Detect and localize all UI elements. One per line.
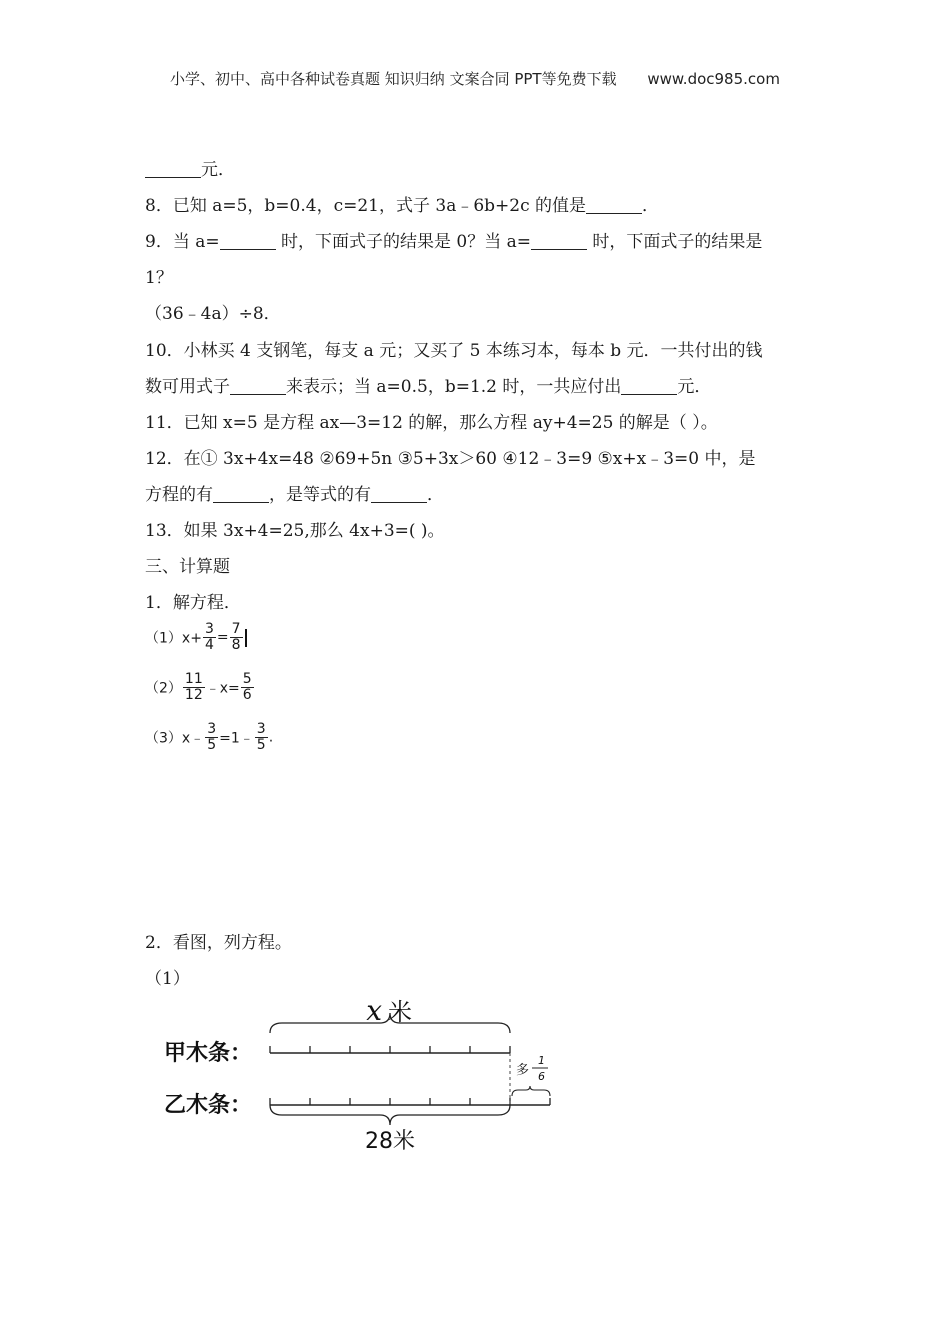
answer-blank[interactable] <box>213 484 269 503</box>
header-text: 小学、初中、高中各种试卷真题 知识归纳 文案合同 PPT等免费下载 <box>170 70 617 88</box>
calc-question-1: 1．解方程． <box>145 593 241 613</box>
bottom-label: 28米 <box>365 1129 415 1154</box>
top-unit: 米 <box>388 998 412 1026</box>
fraction: $\frac{3}{5}$ <box>207 721 217 753</box>
question-8: 8．已知 a=5，b=0.4，c=21，式子 3a﹣6b+2c 的值是 ． <box>145 196 660 216</box>
equation-3: （3）x﹣ $\frac{3}{5}$ =1﹣ $\frac{3}{5}$ . <box>145 721 274 753</box>
top-var: x <box>366 994 382 1027</box>
answer-blank[interactable] <box>586 195 642 214</box>
fraction: $\frac{11}{12}$ <box>184 671 203 703</box>
answer-blank[interactable] <box>145 159 201 178</box>
extra-brace <box>512 1086 550 1096</box>
question-13: 13．如果 3x+4=25,那么 4x+3=( )。 <box>145 521 445 541</box>
question-10: 10．小林买 4 支钢笔，每支 a 元；又买了 5 本练习本，每本 b 元．一共付出的钱 <box>145 341 763 361</box>
more-den: 6 <box>538 1070 545 1083</box>
answer-blank[interactable] <box>531 231 587 250</box>
more-num: 1 <box>538 1054 545 1067</box>
fraction: $\frac{3}{5}$ <box>256 721 266 753</box>
question-9: 9．当 a= 时，下面式子的结果是 0？当 a= 时，下面式子的结果是 <box>145 232 763 252</box>
header-site: www.doc985.com <box>647 70 780 88</box>
answer-blank[interactable] <box>230 376 286 395</box>
equation-1: （1）x+ $\frac{3}{4}$ = $\frac{7}{8}$ <box>145 622 247 653</box>
calc-question-2-sub: （1） <box>145 969 190 989</box>
line-b-ticks <box>270 1098 550 1105</box>
fraction: $\frac{3}{4}$ <box>204 621 214 653</box>
fraction: $\frac{7}{8}$ <box>231 621 241 653</box>
line-segment-diagram <box>160 990 580 1160</box>
text-cursor <box>245 629 247 647</box>
question-12: 12．在① 3x+4x=48 ②69+5n ③5+3x＞60 ④12﹣3=9 ⑤x+x﹣3=0 中，是 <box>145 449 756 469</box>
label-yi: 乙木条： <box>164 1093 253 1118</box>
equation-2: （2） $\frac{11}{12}$ ﹣x= $\frac{5}{6}$ <box>145 671 252 703</box>
section-title: 三、计算题 <box>145 557 230 577</box>
more-label: 多 <box>516 1063 530 1078</box>
line-a-ticks <box>270 1046 510 1053</box>
label-jia: 甲木条： <box>164 1041 253 1066</box>
question-9-expression: （36﹣4a）÷8． <box>145 304 281 324</box>
question-9-cont: 1？ <box>145 268 173 288</box>
question-10-cont: 数可用式子 来表示；当 a=0.5，b=1.2 时，一共应付出 元． <box>145 377 712 397</box>
fraction: $\frac{5}{6}$ <box>242 671 252 703</box>
page-header <box>0 68 950 89</box>
line-answer-cont: 元． <box>145 155 235 180</box>
question-12-cont: 方程的有 ，是等式的有 ． <box>145 485 444 505</box>
answer-blank[interactable] <box>220 231 276 250</box>
answer-blank[interactable] <box>371 484 427 503</box>
calc-question-2: 2．看图，列方程。 <box>145 933 292 953</box>
bottom-brace <box>270 1105 510 1125</box>
answer-blank[interactable] <box>621 376 677 395</box>
question-11: 11．已知 x=5 是方程 ax—3=12 的解，那么方程 ay+4=25 的解是（ ）。 <box>145 413 718 433</box>
